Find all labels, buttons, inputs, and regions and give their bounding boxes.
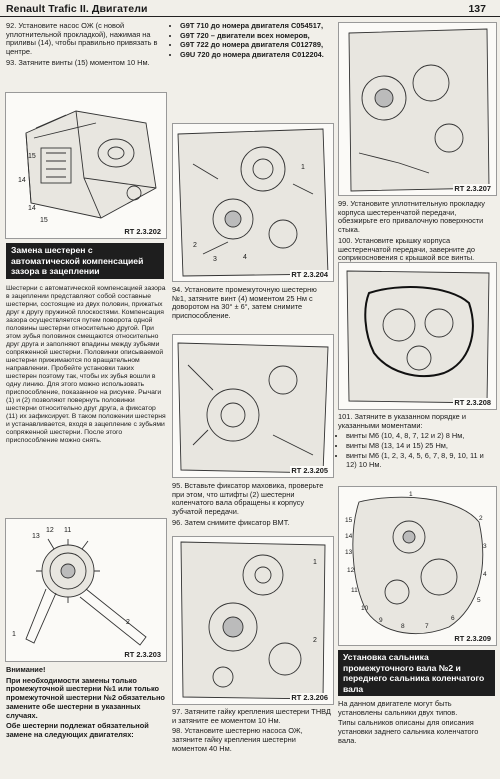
attention-text: При необходимости замены только промежуточной шестерни №1 или только промежуточной шестерни №2 обязательно замените обе шестерни в указанных случаях. xyxy=(6,675,165,720)
figure-caption: RT 2.3.206 xyxy=(291,693,328,702)
callout-6: 6 xyxy=(451,615,455,622)
both-gears-text: Обе шестерни подлежат обязательной замене на следующих двигателях: xyxy=(6,721,149,739)
section-gears xyxy=(6,243,164,279)
attention-title: Внимание! xyxy=(6,665,46,674)
figure-rt-2-3-209 xyxy=(338,486,497,646)
figure-caption: RT 2.3.207 xyxy=(454,184,491,193)
figure-rt-2-3-207 xyxy=(338,22,497,196)
step-94-text: 94. Установите промежуточную шестерню №1, затяните винт (4) моментом 25 Нм с доворотом на 30° ± 6°, затем снимите приспособление. xyxy=(172,285,317,321)
step-97-98-block xyxy=(172,708,332,756)
engine-list-item: • G9U 720 до номера двигателя C012204. xyxy=(180,51,332,60)
callout-5: 5 xyxy=(477,597,481,604)
step-99-text: 99. Установите уплотнительную прокладку корпуса шестеренчатой передачи, обезжирьте его привалочную поверхности стыка. xyxy=(338,199,485,235)
seals-text-1: На данном двигателе могут быть установлены сальники двух типов. xyxy=(338,699,458,717)
section-seals xyxy=(338,650,495,748)
callout-4: 4 xyxy=(483,571,487,578)
figure-rt-2-3-208 xyxy=(338,262,497,410)
page-header xyxy=(0,0,500,17)
callout-11: 11 xyxy=(351,587,358,594)
step-92-block xyxy=(6,22,166,70)
step-99-100-block xyxy=(338,200,495,265)
callout-12: 12 xyxy=(46,527,54,534)
figure-caption: RT 2.3.209 xyxy=(454,634,491,643)
page-number: 137 xyxy=(468,3,486,15)
callout-14b: 14 xyxy=(28,205,36,212)
timing-gears-illustration xyxy=(173,124,333,281)
flywheel-lock-illustration xyxy=(173,335,333,477)
step-94-block xyxy=(172,286,332,323)
gears-body xyxy=(6,285,166,447)
torque-list-item: • винты M8 (13, 14 и 15) 25 Нм, xyxy=(346,442,495,451)
timing-case-illustration xyxy=(339,23,496,195)
seals-text-2: Типы сальников описаны для описания установки заднего сальника коленчатого вала. xyxy=(338,718,479,745)
engine-block-illustration xyxy=(6,93,166,238)
engine-list-item: • G9T 722 до номера двигателя C012789, xyxy=(180,41,332,50)
callout-8: 8 xyxy=(401,623,405,630)
figure-caption: RT 2.3.203 xyxy=(124,650,161,659)
torque-list-item: • винты M6 (1, 2, 3, 4, 5, 6, 7, 8, 9, 10, 11 и 12) 10 Нм. xyxy=(346,452,495,469)
engine-list xyxy=(172,22,332,60)
figure-rt-2-3-202 xyxy=(5,92,167,239)
step-92-text: 92. Установите насос ОЖ (с новой уплотнительной прокладкой), нажимая на приливы (14), чтобы правильно привязать в центре. xyxy=(6,21,158,57)
callout-2: 2 xyxy=(313,637,317,644)
gear-train-illustration xyxy=(173,537,333,704)
step-95-text: 95. Вставьте фиксатор маховика, проверьте при этом, что штифты (2) шестерни коленчатого вала обращены к корпусу зубчатой передачи. xyxy=(172,481,324,517)
step-101-block xyxy=(338,413,495,470)
attention-block xyxy=(6,666,166,742)
cover-gasket-illustration xyxy=(339,263,496,409)
running-title: Renault Trafic II. Двигатели xyxy=(6,3,148,15)
step-96-text: 96. Затем снимите фиксатор ВМТ. xyxy=(172,517,290,527)
callout-1: 1 xyxy=(301,164,305,171)
figure-rt-2-3-204 xyxy=(172,123,334,282)
section-title-seals: Установка сальника промежуточного вала №2 и переднего сальника коленчатого вала xyxy=(338,650,495,696)
callout-3: 3 xyxy=(483,543,487,550)
callout-1: 1 xyxy=(409,491,413,498)
engine-list-item: • G9T 720 – двигатели всех номеров, xyxy=(180,32,332,41)
callout-7: 7 xyxy=(425,623,429,630)
callout-12: 12 xyxy=(347,567,355,574)
callout-11: 11 xyxy=(64,527,72,534)
step-95-96-block xyxy=(172,482,332,530)
engine-list-item: • G9T 710 до номера двигателя C054517, xyxy=(180,22,332,31)
torque-list-item: • винты M6 (10, 4, 8, 7, 12 и 2) 8 Нм, xyxy=(346,432,495,441)
callout-4: 4 xyxy=(243,254,247,261)
step-97-text: 97. Затяните гайку крепления шестерни ТНВД и затяните ее моментом 10 Нм. xyxy=(172,707,331,725)
callout-3: 3 xyxy=(213,256,217,263)
step-93-text: 93. Затяните винты (15) моментом 10 Нм. xyxy=(6,57,150,67)
callout-13: 13 xyxy=(32,533,40,540)
figure-caption: RT 2.3.204 xyxy=(291,270,328,279)
step-100-text: 100. Установите крышку корпуса шестеренчатой передачи, заверните до соприкосновения с крышкой все винты. xyxy=(338,235,476,263)
callout-2: 2 xyxy=(479,515,483,522)
callout-1: 1 xyxy=(12,631,16,638)
torque-list xyxy=(338,432,495,469)
callout-15b: 15 xyxy=(40,217,48,224)
figure-caption: RT 2.3.208 xyxy=(454,398,491,407)
bolt-sequence-illustration xyxy=(339,487,496,645)
callout-14: 14 xyxy=(345,533,353,540)
callout-14a: 14 xyxy=(18,177,26,184)
callout-15: 15 xyxy=(345,517,353,524)
figure-caption: RT 2.3.202 xyxy=(124,227,161,236)
figure-rt-2-3-205 xyxy=(172,334,334,478)
callout-1: 1 xyxy=(313,559,317,566)
engine-list-block xyxy=(172,22,332,61)
callout-10: 10 xyxy=(361,605,369,612)
figure-rt-2-3-206 xyxy=(172,536,334,705)
callout-13: 13 xyxy=(345,549,353,556)
step-98-text: 98. Установите шестерню насоса ОЖ, затяните гайку крепления шестерни моментом 40 Нм. xyxy=(172,726,303,753)
callout-9: 9 xyxy=(379,617,383,624)
figure-caption: RT 2.3.205 xyxy=(291,466,328,475)
gears-body-text: Шестерни с автоматической компенсацией зазора в зацеплении представляют собой составные шестерни, состоящие из двух половин, прижатых друг к другу пружиной плоскостями. Компенсация зазора осуществляется путем поворота одной половины шестерни относительно другой. При этом зубья половинок смещаются относительно друг друга и заполняют впадины между зубьями сопряженной шестерни. Половинки описываемой шестерни прижимаются по вращательном направлении. Пробейте установки таких шестерен поэтому так, чтобы их зубья вошли в одну линию. Для этого можно использовать приспособление, показанное на рисунке. Рычаги (1) и (2) позволяют повернуть половинки шестерни относительно друг друга, а фиксатор (11) их зафиксирует. В таком положении шестерня и устанавливается, входя в зацепление с зубьями сопряженной шестерни. После этого приспособление можно снять. xyxy=(6,285,166,444)
figure-rt-2-3-203 xyxy=(5,518,167,662)
callout-2: 2 xyxy=(126,619,130,626)
gear-tool-illustration xyxy=(6,519,166,661)
step-101-text: 101. Затяните в указанном порядке и указанными моментами: xyxy=(338,412,466,430)
section-title-gears: Замена шестерен с автоматической компенсацией зазора в зацеплении xyxy=(6,243,164,279)
callout-15a: 15 xyxy=(28,153,36,160)
callout-2: 2 xyxy=(193,242,197,249)
